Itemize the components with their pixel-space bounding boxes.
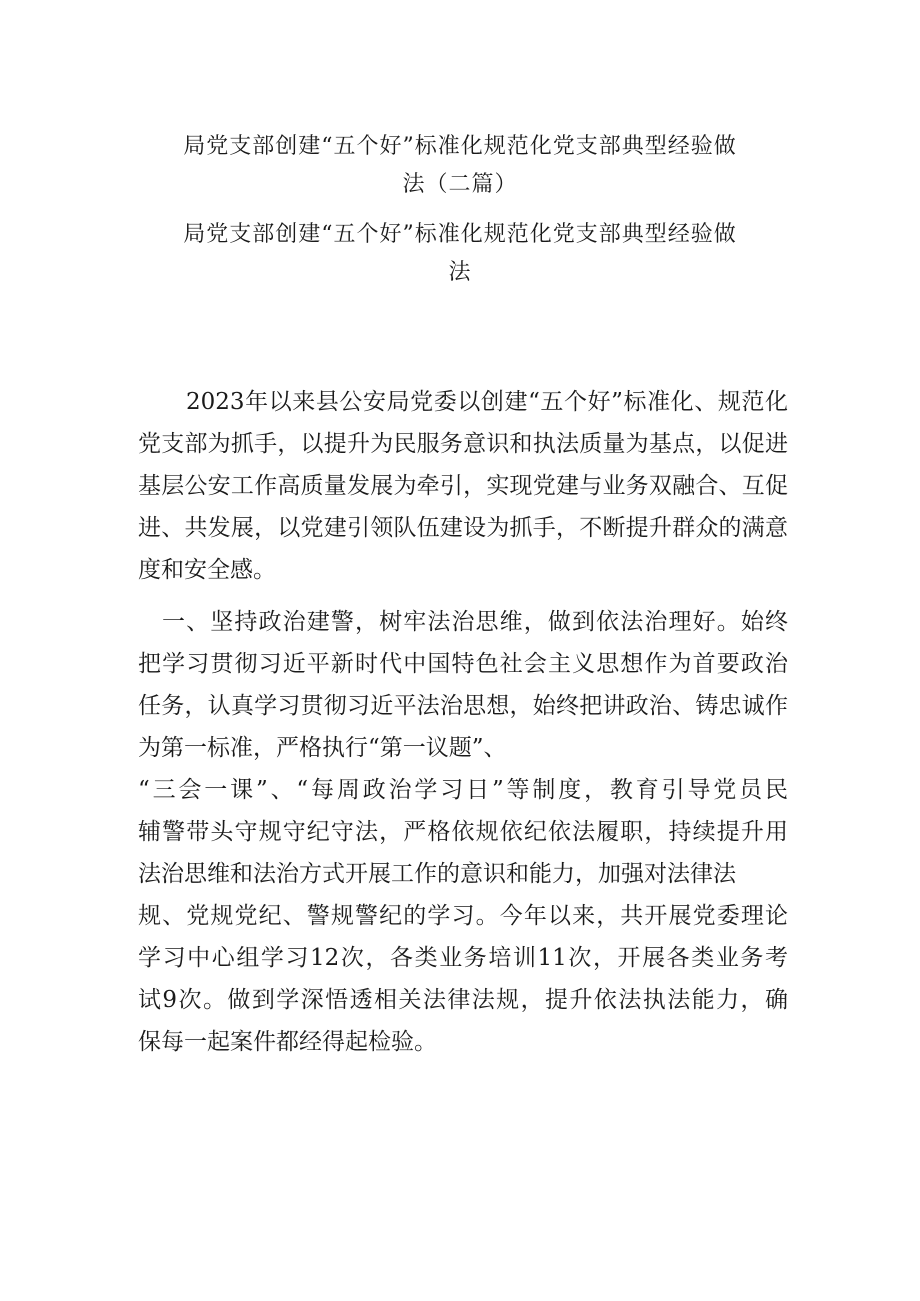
- text-line: 把学习贯彻习近平新时代中国特色社会主义思想作为首要政治: [138, 651, 788, 677]
- text-line: 度和安全感。: [138, 557, 276, 583]
- text-line: 一、坚持政治建警，树牢法治思维，做到依法治理好。始终: [162, 609, 788, 635]
- text-line: 保每一起案件都经得起检验。: [138, 1029, 437, 1055]
- text-line: 规、党规党纪、警规警纪的学习。今年以来，共开展党委理论: [138, 903, 788, 929]
- text-line: 法治思维和法治方式开展工作的意识和能力，加强对法律法: [138, 861, 736, 887]
- text-line: “三会一课”、“每周政治学习日”等制度，教育引导党员民: [138, 777, 788, 803]
- text-line: 试9次。做到学深悟透相关法律法规，提升依法执法能力，确: [138, 987, 788, 1013]
- title-line: 局党支部创建“五个好”标准化规范化党支部典型经验做: [183, 134, 737, 159]
- text-line: 2023年以来县公安局党委以创建“五个好”标准化、规范化: [186, 389, 788, 415]
- document-title: [120, 128, 800, 292]
- text-line: 为第一标准，严格执行“第一议题”、: [138, 735, 507, 761]
- title-line: 法（二篇）: [402, 172, 518, 197]
- subtitle-line: 局党支部创建“五个好”标准化规范化党支部典型经验做: [183, 222, 737, 247]
- paragraph-section-one: [138, 601, 788, 1063]
- text-line: 进、共发展，以党建引领队伍建设为抓手，不断提升群众的满意: [138, 515, 788, 541]
- subtitle-line: 法: [448, 260, 472, 285]
- document-body: [138, 381, 788, 1063]
- text-line: 学习中心组学习12次，各类业务培训11次，开展各类业务考: [138, 945, 788, 971]
- paragraph-intro: [138, 381, 788, 591]
- text-line: 辅警带头守规守纪守法，严格依规依纪依法履职，持续提升用: [138, 819, 788, 845]
- text-line: 基层公安工作高质量发展为牵引，实现党建与业务双融合、互促: [138, 473, 788, 499]
- text-line: 党支部为抓手，以提升为民服务意识和执法质量为基点，以促进: [138, 431, 788, 457]
- text-line: 任务，认真学习贯彻习近平法治思想，始终把讲政治、铸忠诚作: [138, 693, 788, 719]
